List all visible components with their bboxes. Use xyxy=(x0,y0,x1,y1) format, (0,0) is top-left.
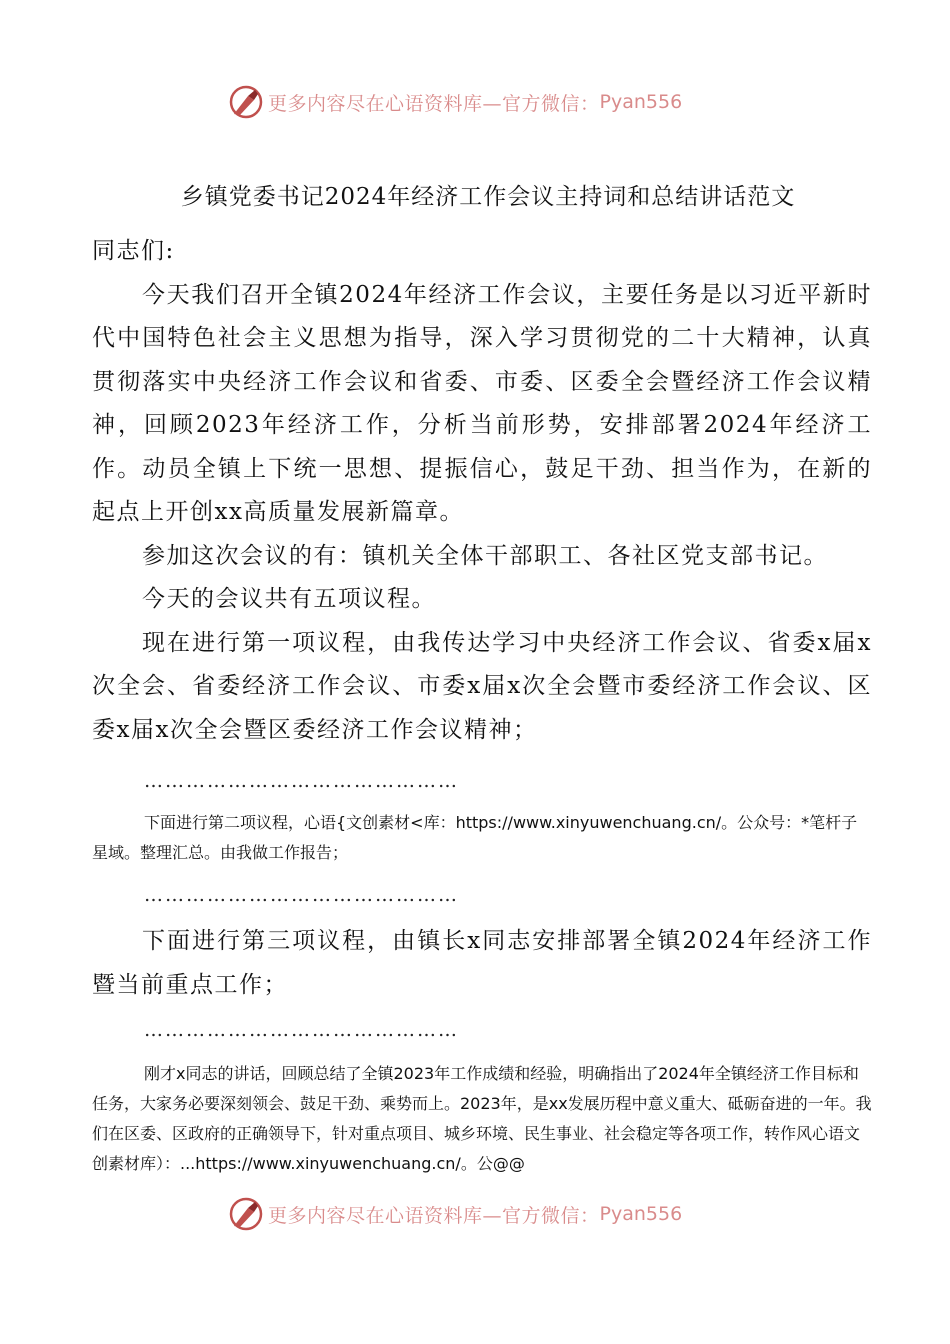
paragraph-first-item: 现在进行第一项议程，由我传达学习中央经济工作会议、省委x届x次全会、省委经济工作会议、市委x届x次全会暨市委经济工作会议、区委x届x次全会暨区委经济工作会议精神； xyxy=(92,629,872,743)
watermark-banner-bottom xyxy=(228,1194,682,1234)
paragraph-third-item: 下面进行第三项议程，由镇长x同志安排部署全镇2024年经济工作暨当前重点工作； xyxy=(92,928,872,998)
watermark-text: 更多内容尽在心语资料库—官方微信： xyxy=(268,1204,600,1227)
document-body xyxy=(92,230,872,1179)
paragraph-intro: 今天我们召开全镇2024年经济工作会议，主要任务是以习近平新时代中国特色社会主义思想为指导，深入学习贯彻党的二十大精神，认真贯彻落实中央经济工作会议和省委、市委、区委全会暨经济工作会议精神，回顾2023年经济工作，分析当前形势，安排部署2024年经济工作。动员全镇上下统一思想、提振信心，鼓足干劲、担当作为，在新的起点上开创xx高质量发展新篇章。 xyxy=(92,281,872,525)
pen-nib-logo-icon xyxy=(228,1196,264,1232)
paragraph-second-item: 下面进行第二项议程，心语{文创素材<库：https://www.xinyuwenchuang.cn/。公众号：*笔杆子星域。整理汇总。由我做工作报告； xyxy=(92,813,858,862)
ellipsis-1: ……………………………………… xyxy=(144,770,459,792)
ellipsis-3: ……………………………………… xyxy=(144,1019,459,1041)
salutation: 同志们: xyxy=(92,238,175,264)
ellipsis-2: ……………………………………… xyxy=(144,884,459,906)
watermark-text: 更多内容尽在心语资料库—官方微信： xyxy=(268,92,600,115)
pen-nib-logo-icon xyxy=(228,84,264,120)
paragraph-closing: 刚才x同志的讲话，回顾总结了全镇2023年工作成绩和经验，明确指出了2024年全镇经济工作目标和任务，大家务必要深刻领会、鼓足干劲、乘势而上。2023年，是xx发展历程中意义重大、砥砺奋进的一年。我们在区委、区政府的正确领导下，针对重点项目、城乡环境、民生事业、社会稳定等各项工作，转作风心语文创素材库）：...https://www.xinyuwenchuang.cn/。公@@ xyxy=(92,1064,872,1173)
document-title: 乡镇党委书记2024年经济工作会议主持词和总结讲话范文 xyxy=(180,184,796,210)
watermark-banner-top xyxy=(228,82,682,122)
watermark-wechat-id: Pyan556 xyxy=(599,91,683,113)
paragraph-attendees: 参加这次会议的有：镇机关全体干部职工、各社区党支部书记。 xyxy=(142,542,828,569)
paragraph-agenda-count: 今天的会议共有五项议程。 xyxy=(142,586,436,612)
watermark-wechat-id: Pyan556 xyxy=(599,1203,683,1225)
